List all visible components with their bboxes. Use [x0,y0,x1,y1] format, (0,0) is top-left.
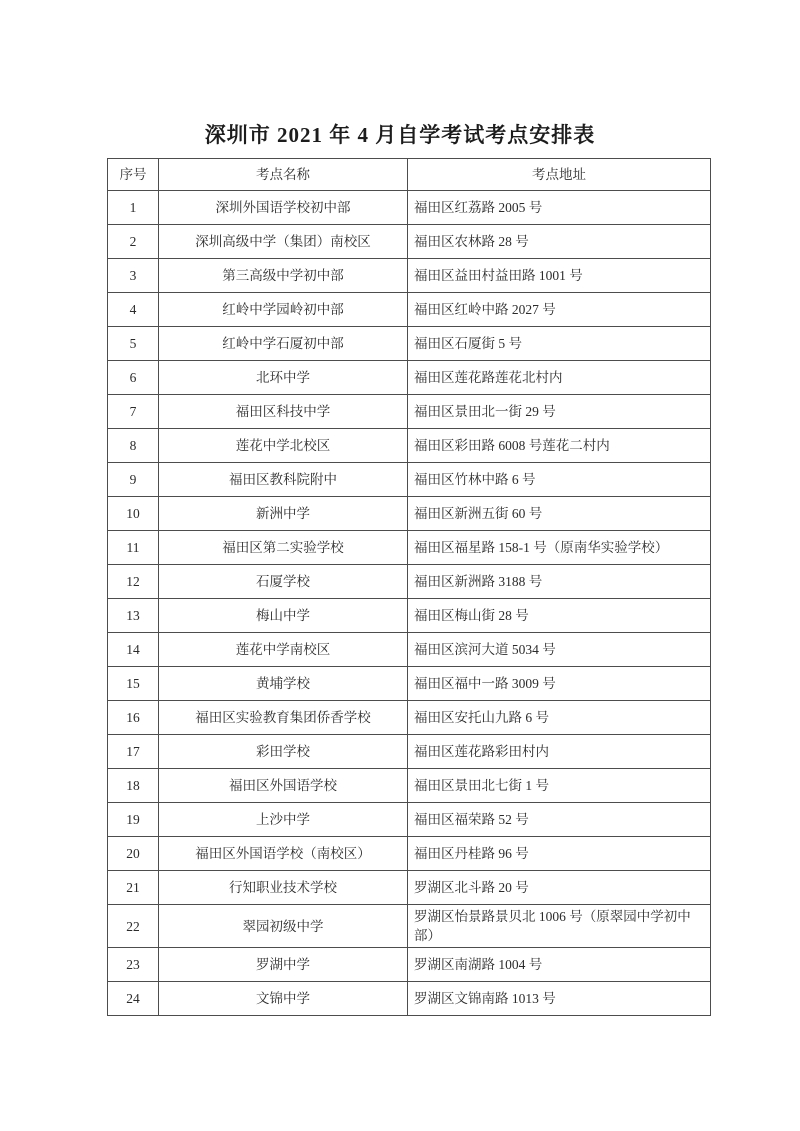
table-row [108,191,711,225]
header-cell-no: 序号 [108,159,159,191]
table-row [108,225,711,259]
table-row [108,982,711,1016]
table-row [108,429,711,463]
cell-name: 石厦学校 [159,565,408,599]
table-row [108,837,711,871]
cell-name: 福田区第二实验学校 [159,531,408,565]
cell-no: 13 [108,599,159,633]
cell-no: 16 [108,701,159,735]
table-row [108,905,711,948]
table-row [108,701,711,735]
header-cell-address: 考点地址 [408,159,711,191]
cell-address: 福田区福荣路 52 号 [408,803,711,837]
table-row [108,497,711,531]
page-title: 深圳市 2021 年 4 月自学考试考点安排表 [204,123,596,147]
cell-no: 12 [108,565,159,599]
table-row [108,395,711,429]
header-cell-name: 考点名称 [159,159,408,191]
table-row [108,361,711,395]
cell-name: 深圳外国语学校初中部 [159,191,408,225]
cell-no: 23 [108,948,159,982]
cell-no: 24 [108,982,159,1016]
cell-address: 罗湖区南湖路 1004 号 [408,948,711,982]
cell-no: 8 [108,429,159,463]
cell-address: 福田区景田北一街 29 号 [408,395,711,429]
cell-address: 福田区彩田路 6008 号莲花二村内 [408,429,711,463]
cell-name: 福田区外国语学校 [159,769,408,803]
cell-address: 福田区益田村益田路 1001 号 [408,259,711,293]
cell-name: 第三高级中学初中部 [159,259,408,293]
table-row [108,463,711,497]
table-row [108,293,711,327]
cell-no: 19 [108,803,159,837]
cell-name: 莲花中学北校区 [159,429,408,463]
cell-no: 6 [108,361,159,395]
cell-no: 17 [108,735,159,769]
table-row [108,599,711,633]
cell-address: 福田区景田北七街 1 号 [408,769,711,803]
cell-name: 红岭中学石厦初中部 [159,327,408,361]
cell-name: 文锦中学 [159,982,408,1016]
cell-no: 7 [108,395,159,429]
table-row [108,948,711,982]
cell-no: 5 [108,327,159,361]
exam-site-table [107,158,711,1016]
table-row [108,803,711,837]
exam-table-body [108,191,711,1016]
cell-name: 福田区科技中学 [159,395,408,429]
cell-no: 10 [108,497,159,531]
cell-address: 福田区福中一路 3009 号 [408,667,711,701]
cell-address: 罗湖区文锦南路 1013 号 [408,982,711,1016]
cell-address: 福田区安托山九路 6 号 [408,701,711,735]
cell-name: 翠园初级中学 [159,905,408,948]
cell-address: 福田区莲花路莲花北村内 [408,361,711,395]
table-row [108,633,711,667]
cell-no: 18 [108,769,159,803]
cell-address: 福田区福星路 158-1 号（原南华实验学校） [408,531,711,565]
cell-name: 莲花中学南校区 [159,633,408,667]
cell-address: 福田区竹林中路 6 号 [408,463,711,497]
table-row [108,667,711,701]
cell-no: 3 [108,259,159,293]
cell-address: 福田区丹桂路 96 号 [408,837,711,871]
table-row [108,531,711,565]
cell-no: 20 [108,837,159,871]
cell-address: 福田区农林路 28 号 [408,225,711,259]
cell-address: 福田区石厦街 5 号 [408,327,711,361]
cell-address: 福田区莲花路彩田村内 [408,735,711,769]
cell-no: 22 [108,905,159,948]
cell-name: 黄埔学校 [159,667,408,701]
cell-name: 彩田学校 [159,735,408,769]
cell-no: 14 [108,633,159,667]
cell-address: 福田区新洲路 3188 号 [408,565,711,599]
table-row [108,735,711,769]
table-row [108,871,711,905]
cell-address: 福田区红荔路 2005 号 [408,191,711,225]
cell-address: 福田区红岭中路 2027 号 [408,293,711,327]
cell-name: 福田区教科院附中 [159,463,408,497]
cell-name: 梅山中学 [159,599,408,633]
cell-no: 1 [108,191,159,225]
cell-address: 福田区滨河大道 5034 号 [408,633,711,667]
table-header-row [108,159,711,191]
cell-address: 福田区新洲五街 60 号 [408,497,711,531]
cell-no: 4 [108,293,159,327]
cell-name: 新洲中学 [159,497,408,531]
table-row [108,565,711,599]
cell-no: 2 [108,225,159,259]
cell-address: 罗湖区怡景路景贝北 1006 号（原翠园中学初中部） [408,905,711,948]
cell-no: 15 [108,667,159,701]
table-row [108,769,711,803]
cell-no: 11 [108,531,159,565]
cell-name: 北环中学 [159,361,408,395]
cell-name: 罗湖中学 [159,948,408,982]
cell-name: 福田区实验教育集团侨香学校 [159,701,408,735]
table-row [108,327,711,361]
cell-no: 21 [108,871,159,905]
cell-name: 行知职业技术学校 [159,871,408,905]
cell-name: 红岭中学园岭初中部 [159,293,408,327]
cell-no: 9 [108,463,159,497]
cell-address: 罗湖区北斗路 20 号 [408,871,711,905]
cell-name: 福田区外国语学校（南校区） [159,837,408,871]
cell-name: 上沙中学 [159,803,408,837]
cell-address: 福田区梅山街 28 号 [408,599,711,633]
table-row [108,259,711,293]
cell-name: 深圳高级中学（集团）南校区 [159,225,408,259]
